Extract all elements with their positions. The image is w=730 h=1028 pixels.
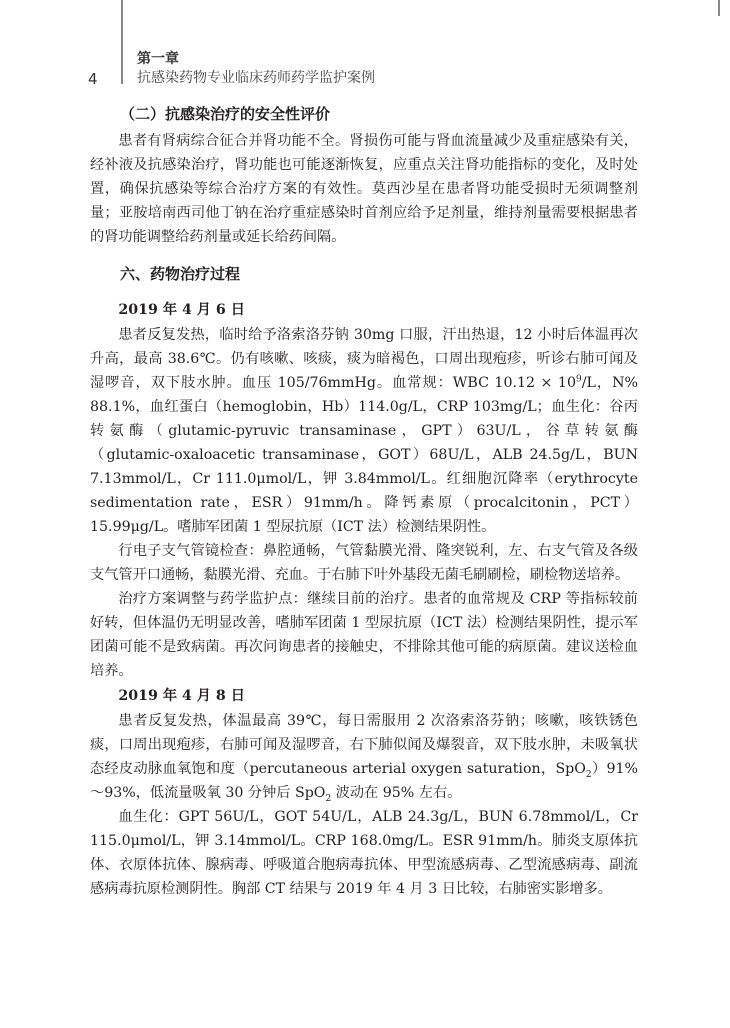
margin-rule-line	[718, 0, 720, 16]
apr8-text-a: 患者反复发热，体温最高 39℃，每日需服用 2 次洛索洛芬钠；咳嗽，咳铁锈色痰，口周出现疱疹，右肺可闻及湿啰音，右下肺似闻及爆裂音，双下肢水肿，未吸氧状态经皮动脉血氧饱和度（percutaneous arterial oxygen saturation，SpO	[90, 713, 638, 777]
apr6-paragraph-2: 行电子支气管镜检查：鼻腔通畅，气管黏膜光滑、隆突锐利，左、右支气管及各级支气管开口通畅，黏膜光滑、充血。于右肺下叶外基段无菌毛刷刷检，刷检物送培养。	[90, 543, 638, 583]
safety-evaluation-paragraph: 患者有肾病综合征合并肾功能不全。肾损伤可能与肾血流量减少及重症感染有关，经补液及抗感染治疗，肾功能也可能逐渐恢复，应重点关注肾功能指标的变化，及时处置，确保抗感染等综合治疗方案的有效性。莫西沙星在患者肾功能受损时无须调整剂量；亚胺培南西司他丁钠在治疗重症感染时首剂应给予足剂量，维持剂量需要根据患者的肾功能调整给药剂量或延长给药间隔。	[90, 133, 638, 245]
page-number: 4	[88, 70, 98, 88]
apr8-paragraph-1	[90, 709, 638, 805]
treatment-process-heading: 六、药物治疗过程	[120, 265, 241, 283]
apr6-paragraph-1	[90, 323, 638, 539]
header-divider-line	[121, 0, 123, 84]
book-title: 抗感染药物专业临床药师药学监护案例	[137, 70, 375, 86]
apr6-text-a: 患者反复发热，临时给予洛索洛芬钠 30mg 口服，汗出热退，12 小时后体温再次升高，最高 38.6℃。仍有咳嗽、咳痰，痰为暗褐色，口周出现疱疹，听诊右肺可闻及湿啰音，双下肢水肿。血压 105/76mmHg。血常规：WBC 10.12 × 10	[90, 327, 638, 391]
apr6-text-b: /L，N% 88.1%，血红蛋白（hemoglobin，Hb）114.0g/L，CRP 103mg/L；血生化：谷丙转氨酶（glutamic-pyruvic transaminase，GPT）63U/L，谷草转氨酶（glutamic-oxaloacetic transaminase，GOT）68U/L，ALB 24.5g/L，BUN 7.13mmol/L，Cr 111.0μmol/L，钾 3.84mmol/L。红细胞沉降率（erythrocyte sedimentation rate，ESR）91mm/h。降钙素原（procalcitonin，PCT）15.99μg/L。嗜肺军团菌 1 型尿抗原（ICT 法）检测结果阴性。	[90, 375, 638, 535]
apr8-text-b: ）91%～93%，低流量吸氧 30 分钟后 SpO	[90, 761, 638, 801]
exponent-superscript: 9	[575, 374, 582, 385]
spo2-subscript-1: 2	[585, 769, 592, 780]
date-heading-apr6: 2019 年 4 月 6 日	[118, 302, 245, 318]
safety-evaluation-heading: （二）抗感染治疗的安全性评价	[120, 105, 331, 123]
apr6-paragraph-3: 治疗方案调整与药学监护点：继续目前的治疗。患者的血常规及 CRP 等指标较前好转，但体温仍无明显改善，嗜肺军团菌 1 型尿抗原（ICT 法）检测结果阴性，提示军团菌可能不是致病菌。再次问询患者的接触史，不排除其他可能的病原菌。建议送检血培养。	[90, 591, 638, 679]
chapter-label: 第一章	[137, 51, 179, 67]
spo2-subscript-2: 2	[325, 793, 332, 804]
date-heading-apr8: 2019 年 4 月 8 日	[118, 688, 245, 704]
page-body	[90, 101, 638, 901]
apr8-paragraph-2: 血生化：GPT 56U/L，GOT 54U/L，ALB 24.3g/L，BUN 6.78mmol/L，Cr 115.0μmol/L，钾 3.14mmol/L。CRP 168.0mg/L。ESR 91mm/h。肺炎支原体抗体、衣原体抗体、腺病毒、呼吸道合胞病毒抗体、甲型流感病毒、乙型流感病毒、副流感病毒抗原检测阴性。胸部 CT 结果与 2019 年 4 月 3 日比较，右肺密实影增多。	[90, 809, 638, 897]
apr8-text-c: 波动在 95% 左右。	[331, 785, 462, 801]
